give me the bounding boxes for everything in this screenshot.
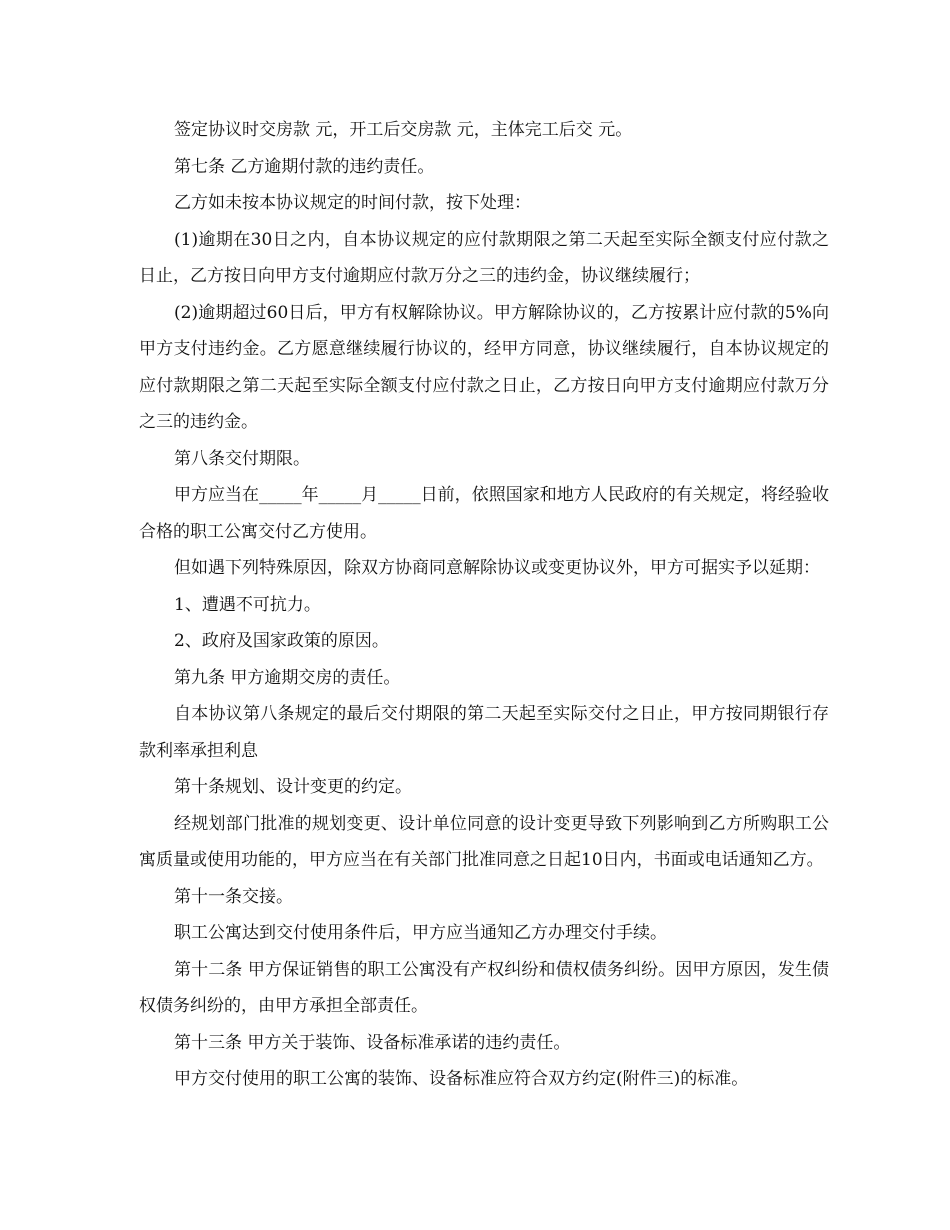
- paragraph: 甲方交付使用的职工公寓的装饰、设备标准应符合双方约定(附件三)的标准。: [174, 1069, 749, 1089]
- paragraph: (1)逾期在30日之内，自本协议规定的应付款期限之第二天起至实际全额支付应付款之日止，乙方按日向甲方支付逾期应付款万分之三的违约金，协议继续履行；: [139, 229, 829, 286]
- document-body: [139, 112, 829, 1098]
- article-8-heading: 第八条交付期限。: [174, 448, 310, 469]
- paragraph: 甲方应当在_____年_____月_____日前，依照国家和地方人民政府的有关规定，将经验收合格的职工公寓交付乙方使用。: [139, 485, 829, 542]
- paragraph: (2)逾期超过60日后，甲方有权解除协议。甲方解除协议的，乙方按累计应付款的5%向甲方支付违约金。乙方愿意继续履行协议的，经甲方同意，协议继续履行，自本协议规定的应付款期限之第二天起至实际全额支付应付款之日止，乙方按日向甲方支付逾期应付款万分之三的违约金。: [139, 302, 829, 432]
- list-item: 2、政府及国家政策的原因。: [174, 631, 389, 651]
- article-12-paragraph: 第十二条 甲方保证销售的职工公寓没有产权纠纷和债权债务纠纷。因甲方原因，发生债权债务纠纷的，由甲方承担全部责任。: [139, 959, 829, 1016]
- article-13-heading: 第十三条 甲方关于装饰、设备标准承诺的违约责任。: [174, 1032, 571, 1053]
- article-7-heading: 第七条 乙方逾期付款的违约责任。: [174, 156, 435, 177]
- paragraph: 自本协议第八条规定的最后交付期限的第二天起至实际交付之日止，甲方按同期银行存款利率承担利息: [139, 704, 829, 761]
- article-10-heading: 第十条规划、设计变更的约定。: [174, 777, 412, 797]
- paragraph-payment-schedule: 签定协议时交房款 元，开工后交房款 元，主体完工后交 元。: [174, 120, 633, 140]
- list-item: 1、遭遇不可抗力。: [174, 594, 321, 615]
- paragraph: 乙方如未按本协议规定的时间付款，按下处理：: [174, 193, 531, 213]
- paragraph: 经规划部门批准的规划变更、设计单位同意的设计变更导致下列影响到乙方所购职工公寓质量或使用功能的，甲方应当在有关部门批准同意之日起10日内，书面或电话通知乙方。: [139, 813, 829, 870]
- paragraph: 但如遇下列特殊原因，除双方协商同意解除协议或变更协议外，甲方可据实予以延期：: [174, 558, 820, 578]
- article-11-heading: 第十一条交接。: [174, 886, 293, 907]
- paragraph: 职工公寓达到交付使用条件后，甲方应当通知乙方办理交付手续。: [174, 923, 667, 943]
- article-9-heading: 第九条 甲方逾期交房的责任。: [174, 667, 401, 688]
